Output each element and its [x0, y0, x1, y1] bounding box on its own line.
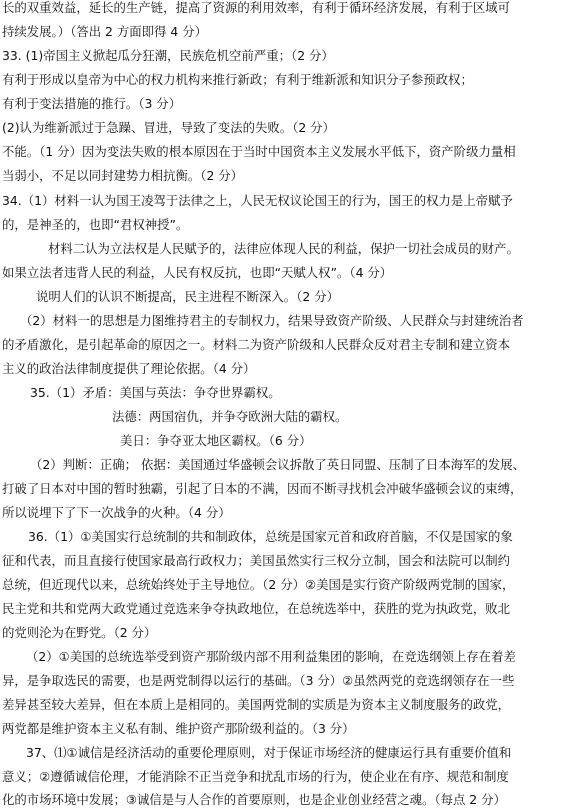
text-line: 34.（1）材料一认为国王凌驾于法律之上，人民无权议论国王的行为，国王的权力是上帝赋予 [2, 193, 513, 208]
text-line: 的党则沦为在野党。（2 分） [2, 625, 157, 640]
text-line: 化的市场环境中发展；③诚信是与人合作的首要原则，也是企业创业经营之魂。（每点 2 分） [2, 792, 506, 807]
text-line: 的矛盾激化，是引起革命的原因之一。材料二为资产阶级和人民群众反对君主专制和建立资本 [2, 337, 511, 352]
text-line: （2）判断：正确； 依据：美国通过华盛顿会议拆散了英日同盟、压制了日本海军的发展、 [30, 457, 526, 472]
text-line: 总统，但近现代以来，总统始终处于主导地位。（2 分）②美国是实行资产阶级两党制的国家， [2, 577, 515, 592]
text-line: （2）材料一的思想是力图维持君主的专制权力，结果导致资产阶级、人民群众与封建统治者 [20, 313, 524, 328]
text-line: 不能。（1 分）因为变法失败的根本原因在于当时中国资本主义发展水平低下，资产阶级力量相 [2, 144, 516, 159]
text-line: 两党都是维护资本主义私有制、维护资产那阶级利益的。（3 分） [2, 721, 355, 736]
text-line: 持续发展。）（答出 2 方面即得 4 分） [2, 24, 207, 39]
text-line: 37、⑴①诚信是经济活动的重要伦理原则，对于保证市场经济的健康运行具有重要价值和 [26, 745, 512, 760]
text-line: （2）①美国的总统选举受到资产那阶级内部不用利益集团的影响，在竞选纲领上存在着差 [26, 649, 516, 664]
text-line: 长的双重效益，延长的生产链，提高了资源的利用效率，有利于循环经济发展，有利于区域可 [2, 0, 511, 15]
text-line: 差异甚至较大差异，但在本质上是相同的。美国两党制的实质是为资本主义制度服务的政党， [2, 697, 511, 712]
text-line: 美日：争夺亚太地区霸权。（6 分） [120, 433, 312, 448]
text-line: 法德：两国宿仇，并争夺欧洲大陆的霸权。 [112, 409, 348, 424]
text-line: 35.（1）矛盾：美国与英法：争夺世界霸权。 [30, 385, 281, 400]
text-line: (2)认为维新派过于急躁、冒进，导致了变法的失败。（2 分） [2, 120, 335, 135]
text-line: 材料二认为立法权是人民赋予的，法律应体现人民的利益，保护一切社会成员的财产。 [48, 241, 519, 256]
text-line: 33. (1)帝国主义掀起瓜分狂潮，民族危机空前严重；（2 分） [2, 48, 334, 63]
text-line: 异，是争取选民的需要，也是两党制得以运行的基础。（3 分）②虽然两党的竞选纲领存在一些 [2, 673, 515, 688]
text-line: 意义；②遵循诚信伦理，才能消除不正当竞争和扰乱市场的行为，使企业在有序、规范和制度 [2, 769, 509, 784]
text-line: 36.（1）①美国实行总统制的共和制政体，总统是国家元首和政府首脑，不仅是国家的象 [28, 529, 513, 544]
text-line: 主义的政治法律制度提供了理论依据。（4 分） [2, 361, 256, 376]
text-line: 说明人们的认识不断提高，民主进程不断深入。（2 分） [36, 289, 339, 304]
text-line: 民主党和共和党两大政党通过竞选来争夺执政地位，在总统选举中，获胜的党为执政党，败北 [2, 601, 511, 616]
text-line: 当弱小，不足以同封建势力相抗衡。（2 分） [2, 168, 244, 183]
text-line: 征和代表，而且直接行使国家最高行政权力；美国虽然实行三权分立制，国会和法院可以制约 [2, 553, 511, 568]
text-line: 有利于变法措施的推行。（3 分） [2, 96, 182, 111]
text-line: 有利于形成以皇帝为中心的权力机构来推行新政；有利于维新派和知识分子参预政权； [2, 72, 473, 87]
text-line: 的，是神圣的，也即“君权神授”。 [2, 217, 189, 232]
text-line: 如果立法者违背人民的利益，人民有权反抗，也即“天赋人权”。（4 分） [2, 265, 393, 280]
text-line: 打破了日本对中国的暂时独霸，引起了日本的不满，因而不断寻找机会冲破华盛顿会议的束缚， [2, 481, 523, 496]
text-line: 所以说埋下了下一次战争的火种。（4 分） [2, 505, 231, 520]
